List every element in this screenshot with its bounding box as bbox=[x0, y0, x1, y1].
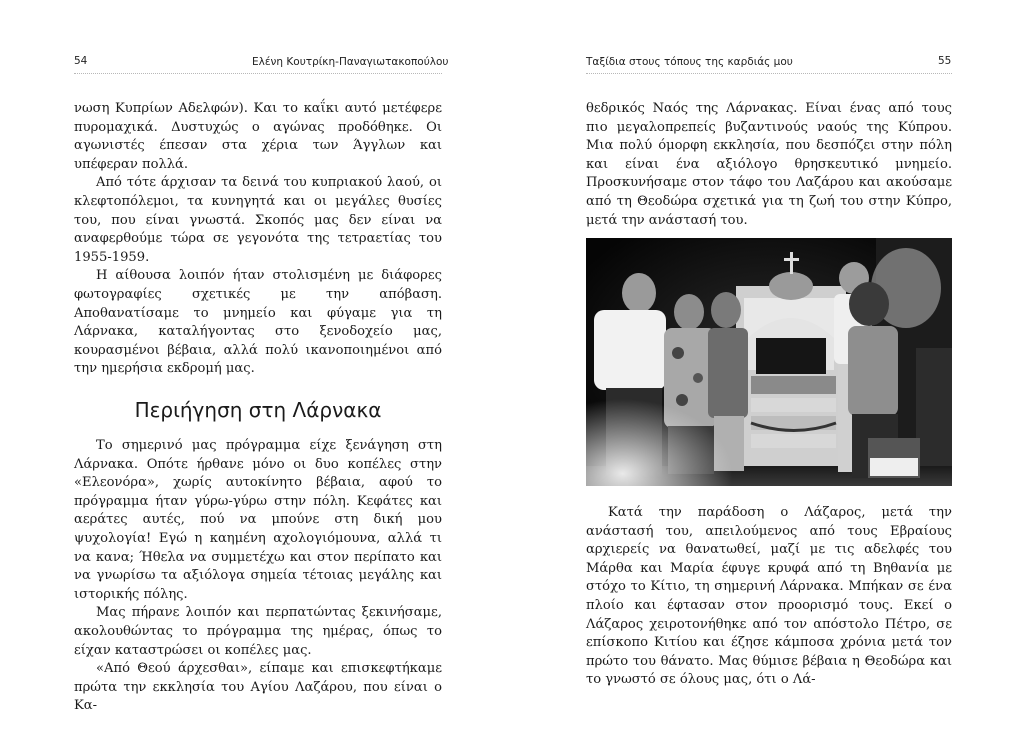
paragraph: Το σημερινό μας πρόγραμμα είχε ξενάγηση στη Λάρνακα. Οπότε ήρθανε μόνο οι δυο κοπέλες στην «Ελεονόρα», χωρίς αυτοκίνητο βέβαια, αφού το πρόγραμμα ήταν γύρω-γύρω στην πόλη. Κεφάτες και αεράτες αυτές, πού να μπούνε στη δική μου ψυχολογία! Εγώ η καημένη αχολογιόμουνα, αλλά τι να κανα; Ήθελα να συμμετέχω και στον περίπατο και να γνωρίσω τα αξιόλογα σημεία τέτοιας μεγάλης και ιστορικής πόλης. bbox=[74, 438, 442, 602]
header-rule-left bbox=[74, 73, 442, 74]
paragraph: Η αίθουσα λοιπόν ήταν στολισμένη με διάφορες φωτογραφίες σχετικές με την απόβαση. Αποθανατίσαμε το μνημείο και φύγαμε για τη Λάρνακα, καταλήγοντας στο ξενοδοχείο μας, κουρασμένοι βέβαια, αλλά πολύ ικανοποιημένοι από την ημερήσια εκδρομή μας. bbox=[74, 268, 442, 377]
paragraph: Από τότε άρχισαν τα δεινά του κυπριακού λαού, οι κλεφτοπόλεμοι, τα κυνηγητά και οι μεγάλες θυσίες του, που είναι γνωστά. Σκοπός μας δεν είναι να αναφερθούμε τώρα σε γεγονότα της τετραετίας του 1955-1959. bbox=[74, 175, 442, 265]
section-title: Περιήγηση στη Λάρνακα bbox=[134, 398, 382, 422]
left-text-bottom bbox=[74, 437, 442, 716]
paragraph: Κατά την παράδοση ο Λάζαρος, μετά την ανάστασή του, απειλούμενος από τους Εβραίους αρχιερείς να θανατωθεί, μαζί με τις αδελφές του Μάρθα και Μαρία έφυγε κρυφά από τη Βηθανία με στόχο το Κίτιο, τη σημερινή Λάρνακα. Μπήκαν σε ένα πλοίο και έφτασαν στον προορισμό τους. Εκεί ο Λάζαρος χειροτονήθηκε από τον απόστολο Πέτρο, σε επίσκοπο Κιτίου και έζησε κάμποσα χρόνια μετά τον πρώτο του θάνατο. Μας θύμισε βέβαια η Θεοδώρα και το γνωστό σε όλους μας, ότι ο Λά- bbox=[586, 505, 952, 688]
left-text-top bbox=[74, 100, 442, 379]
church-photo bbox=[586, 238, 952, 486]
paragraph: Μας πήρανε λοιπόν και περπατώντας ξεκινήσαμε, ακολουθώντας το πρόγραμμα της ημέρας, όπως το είχαν καταστρώσει οι κοπέλες μας. bbox=[74, 605, 442, 658]
running-head-title: Ταξίδια στους τόπους της καρδιάς μου bbox=[586, 56, 793, 68]
paragraph: νωση Κυπρίων Αδελφών). Και το καΐκι αυτό μετέφερε πυρομαχικά. Δυστυχώς ο αγώνας προδόθηκε. Οι αγωνιστές έπεσαν στα χέρια των Άγγλων και υπέφεραν πολλά. bbox=[74, 101, 442, 172]
paragraph: «Από Θεού άρχεσθαι», είπαμε και επισκεφτήκαμε πρώτα την εκκλησία του Αγίου Λαζάρου, που είναι ο Κα- bbox=[74, 661, 442, 714]
right-text-top bbox=[586, 100, 952, 230]
right-page bbox=[512, 0, 1024, 750]
right-text-bottom bbox=[586, 504, 952, 690]
page-number-right: 55 bbox=[938, 55, 952, 67]
paragraph: θεδρικός Ναός της Λάρνακας. Είναι ένας από τους πιο μεγαλοπρεπείς βυζαντινούς ναούς της Κύπρου. Μια πολύ όμορφη εκκλησία, που δεσπόζει στην πόλη και είναι ένα αξιόλογο θρησκευτικό μνημείο. Προσκυνήσαμε στον τάφο του Λαζάρου και ακούσαμε από τη Θεοδώρα σχετικά για τη ζωή του στην Κύπρο, μετά την ανάστασή του. bbox=[586, 101, 952, 228]
page-number-left: 54 bbox=[74, 55, 88, 67]
photo-image bbox=[586, 238, 952, 486]
header-rule-right bbox=[586, 73, 952, 74]
running-head-author: Ελένη Κουτρίκη-Παναγιωτακοπούλου bbox=[252, 56, 449, 68]
